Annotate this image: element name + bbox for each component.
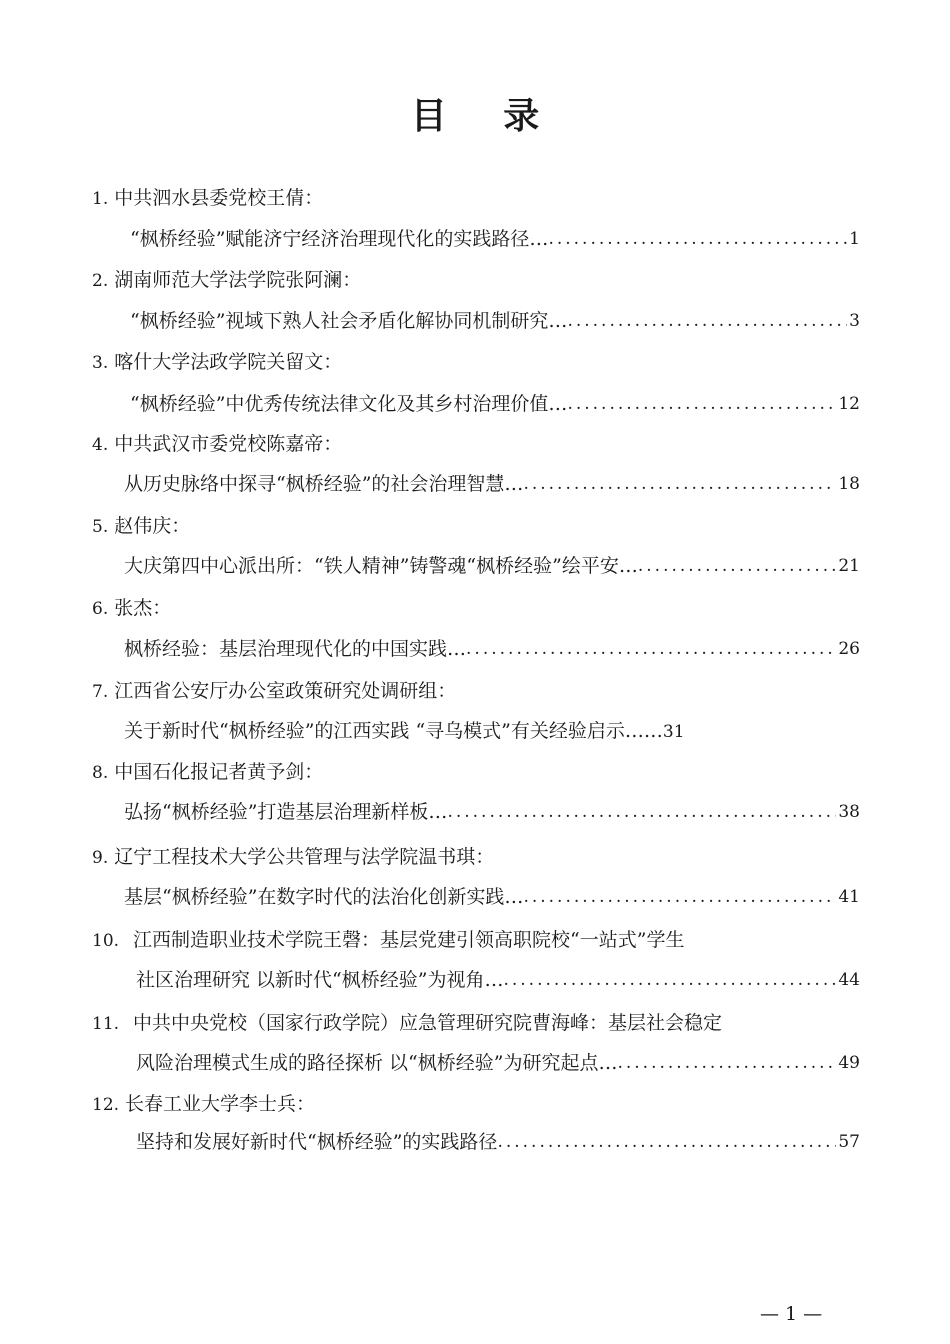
toc-entry-title: 从历史脉络中探寻“枫桥经验”的社会治理智慧… — [124, 473, 524, 495]
toc-entry-title: 坚持和发展好新时代“枫桥经验”的实践路径 — [136, 1131, 498, 1153]
toc-entry-11-title-line[interactable] — [136, 1049, 860, 1077]
toc-entry-6-title-line[interactable] — [124, 635, 860, 663]
toc-entry-10-title-line[interactable] — [136, 966, 860, 994]
toc-entry-number: 8. — [92, 763, 109, 783]
toc-entry-6-author-line — [92, 594, 171, 622]
toc-entry-title: 枫桥经验：基层治理现代化的中国实践… — [124, 638, 467, 660]
dot-leader — [567, 390, 836, 418]
toc-entry-11-author-line — [92, 1009, 722, 1037]
toc-entry-author: 中共中央党校（国家行政学院）应急管理研究院曹海峰：基层社会稳定 — [133, 1012, 723, 1034]
toc-entry-author: 江西制造职业技术学院王磬：基层党建引领高职院校“一站式”学生 — [133, 929, 685, 951]
toc-entry-page: 44 — [838, 970, 860, 990]
toc-entry-author: 江西省公安厅办公室政策研究处调研组： — [114, 680, 457, 702]
page-title: 目 录 — [410, 95, 562, 137]
toc-entry-7-title-line[interactable] — [124, 717, 685, 745]
toc-entry-title: 基层“枫桥经验”在数字时代的法治化创新实践… — [124, 886, 524, 908]
toc-entry-title: 风险治理模式生成的路径探析 以“枫桥经验”为研究起点… — [136, 1052, 618, 1074]
toc-entry-9-author-line — [92, 843, 494, 871]
toc-entry-title: 弘扬“枫桥经验”打造基层治理新样板… — [124, 801, 448, 823]
toc-entry-number: 6. — [92, 599, 109, 619]
toc-entry-author: 辽宁工程技术大学公共管理与法学院温书琪： — [114, 846, 495, 868]
toc-entry-title: “枫桥经验”赋能济宁经济治理现代化的实践路径… — [130, 228, 549, 250]
dot-leader — [497, 1128, 836, 1156]
toc-entry-number: 3. — [92, 353, 109, 373]
toc-entry-3-title-line[interactable] — [130, 390, 860, 418]
toc-entry-author: 长春工业大学李士兵： — [125, 1093, 316, 1115]
toc-entry-8-author-line — [92, 758, 323, 786]
dot-leader — [548, 225, 847, 253]
toc-entry-12-title-line[interactable] — [136, 1128, 860, 1156]
toc-entry-10-author-line — [92, 926, 684, 954]
toc-entry-9-title-line[interactable] — [124, 883, 860, 911]
toc-entry-title: 社区治理研究 以新时代“枫桥经验”为视角… — [136, 969, 504, 991]
toc-entry-author: 赵伟庆： — [114, 515, 191, 537]
dot-leader — [466, 635, 836, 663]
toc-entry-page: 31 — [662, 722, 685, 742]
dot-leader — [638, 552, 837, 580]
toc-entry-2-title-line[interactable] — [130, 307, 860, 335]
toc-entry-page: 12 — [838, 394, 860, 414]
toc-entry-number: 1. — [92, 189, 109, 209]
toc-entry-1-title-line[interactable] — [130, 225, 860, 253]
dot-leader — [567, 307, 847, 335]
toc-entry-page: 38 — [838, 802, 860, 822]
dot-leader — [523, 883, 836, 911]
toc-entry-author: 中共武汉市委党校陈嘉帝： — [114, 433, 343, 455]
toc-entry-number: 2. — [92, 271, 109, 291]
toc-entry-author: 中共泗水县委党校王倩： — [114, 187, 324, 209]
page-number: — 1 — — [760, 1303, 823, 1325]
dot-leader — [447, 798, 836, 826]
toc-entry-number: 10. — [92, 931, 120, 951]
toc-entry-author: 张杰： — [114, 597, 172, 619]
toc-entry-page: 3 — [849, 311, 860, 331]
toc-entry-number: 9. — [92, 848, 109, 868]
toc-entry-3-author-line — [92, 348, 342, 376]
toc-entry-2-author-line — [92, 266, 361, 294]
toc-entry-page: 18 — [838, 474, 860, 494]
toc-entry-4-author-line — [92, 430, 342, 458]
toc-entry-12-author-line — [92, 1090, 315, 1118]
toc-entry-number: 5. — [92, 517, 109, 537]
toc-entry-5-author-line — [92, 512, 190, 540]
toc-entry-page: 57 — [838, 1132, 860, 1152]
toc-entry-author: 喀什大学法政学院关留文： — [114, 351, 343, 373]
toc-entry-number: 4. — [92, 435, 109, 455]
toc-entry-page: 49 — [838, 1053, 860, 1073]
toc-entry-page: 1 — [849, 229, 860, 249]
toc-entry-4-title-line[interactable] — [124, 470, 860, 498]
toc-entry-page: 41 — [838, 887, 860, 907]
toc-entry-7-author-line — [92, 677, 456, 705]
toc-entry-title: 关于新时代“枫桥经验”的江西实践 “寻乌模式”有关经验启示…… — [124, 720, 663, 742]
toc-entry-number: 12. — [92, 1095, 120, 1115]
toc-entry-number: 11. — [92, 1014, 120, 1034]
toc-entry-author: 中国石化报记者黄予剑： — [114, 761, 324, 783]
toc-entry-page: 26 — [838, 639, 860, 659]
toc-entry-author: 湖南师范大学法学院张阿澜： — [114, 269, 362, 291]
toc-entry-title: “枫桥经验”视域下熟人社会矛盾化解协同机制研究… — [130, 310, 568, 332]
toc-entry-number: 7. — [92, 682, 109, 702]
dot-leader — [523, 470, 836, 498]
toc-entry-8-title-line[interactable] — [124, 798, 860, 826]
dot-leader — [503, 966, 836, 994]
toc-entry-page: 21 — [838, 556, 860, 576]
dot-leader — [617, 1049, 836, 1077]
toc-entry-5-title-line[interactable] — [124, 552, 860, 580]
toc-entry-title: 大庆第四中心派出所：“铁人精神”铸警魂“枫桥经验”绘平安… — [124, 555, 638, 577]
toc-entry-title: “枫桥经验”中优秀传统法律文化及其乡村治理价值… — [130, 393, 568, 415]
toc-entry-1-author-line — [92, 184, 323, 212]
